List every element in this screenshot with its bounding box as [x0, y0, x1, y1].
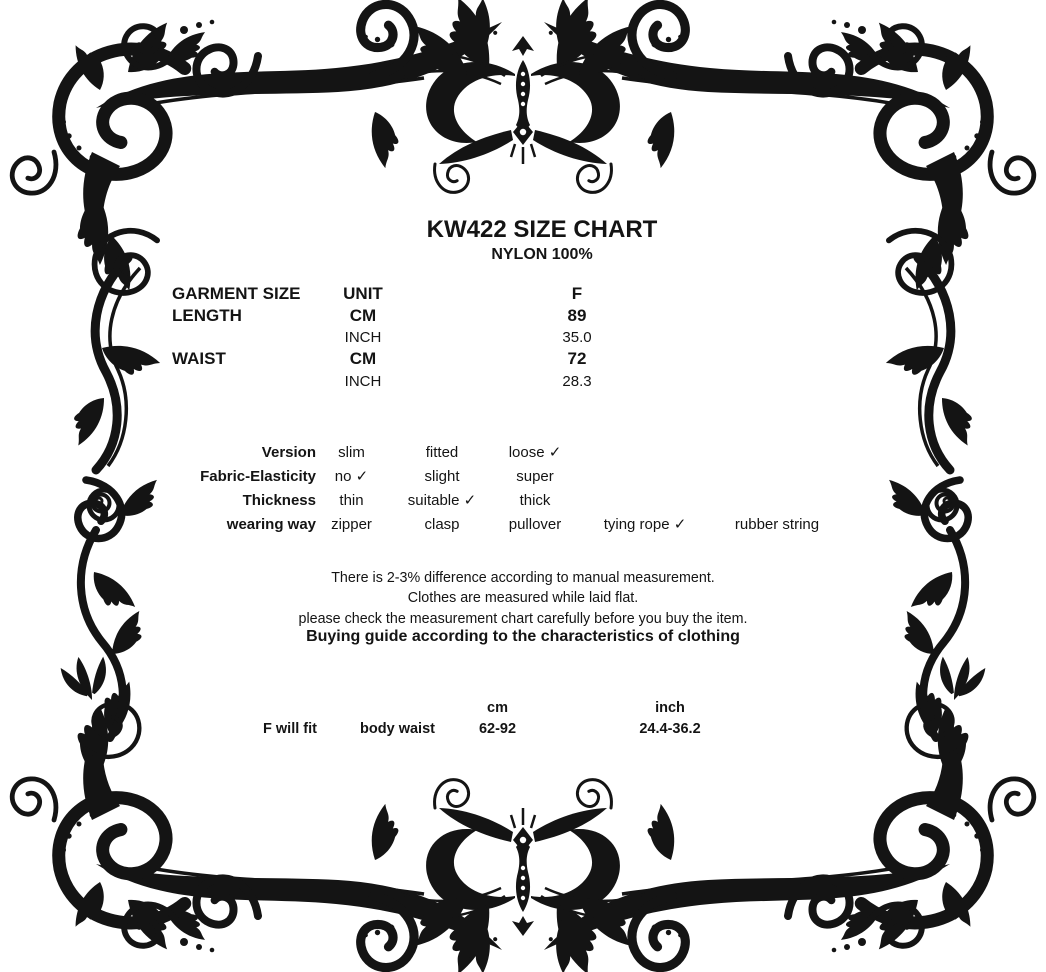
row-unit: CM [349, 349, 377, 369]
row-label: LENGTH [172, 305, 242, 325]
note-line: Clothes are measured while laid flat. [407, 590, 639, 607]
fit-header-cm: cm [487, 699, 508, 716]
row-value: 35.0 [562, 328, 592, 346]
attribute-option: fitted [425, 443, 459, 461]
attribute-option: slim [338, 443, 365, 461]
attribute-option: clasp [424, 515, 460, 533]
attribute-option: pullover [508, 515, 562, 533]
header-size-f: F [571, 283, 583, 303]
buying-guide-heading: Buying guide according to the characteristics of clothing [306, 628, 740, 645]
attribute-option: super [516, 467, 554, 485]
table-row [172, 327, 734, 349]
row-unit: CM [349, 305, 377, 325]
attribute-option-checked: no ✓ [334, 468, 369, 485]
row-unit: INCH [344, 328, 382, 346]
attribute-option: thin [339, 491, 364, 509]
row-unit: INCH [344, 372, 382, 390]
attribute-option-checked: loose ✓ [508, 444, 562, 461]
measurement-notes [143, 568, 903, 629]
row-value: 28.3 [562, 372, 592, 390]
fit-measure-label: body waist [360, 721, 435, 738]
attribute-label: Version [261, 443, 316, 461]
measurement-table [172, 283, 734, 392]
row-label: WAIST [172, 349, 226, 369]
fit-guide-table [240, 697, 800, 740]
note-line: There is 2-3% difference according to manual measurement. [331, 570, 715, 586]
fit-size-label: F will fit [263, 721, 317, 738]
attribute-row-fabric-elasticity [0, 464, 837, 488]
attribute-option: thick [519, 491, 551, 509]
attribute-label: Thickness [242, 491, 316, 509]
attributes-table [0, 440, 837, 536]
page-title: KW422 SIZE CHART [426, 216, 658, 243]
header-unit: UNIT [343, 283, 383, 303]
attribute-option: rubber string [734, 515, 820, 533]
attribute-row-thickness [0, 488, 837, 512]
attribute-option-checked: tying rope ✓ [603, 516, 687, 533]
fit-header-inch: inch [655, 699, 685, 716]
fit-cm-range: 62-92 [478, 721, 517, 738]
fabric-composition-subtitle: NYLON 100% [491, 246, 593, 263]
attribute-option: zipper [331, 515, 372, 533]
attribute-option-checked: suitable ✓ [407, 492, 477, 509]
table-row [172, 370, 734, 392]
fit-data-row [240, 719, 800, 741]
attribute-label: wearing way [226, 515, 316, 533]
row-value: 89 [567, 305, 587, 325]
table-row [172, 348, 734, 370]
measurement-header-row [172, 283, 734, 305]
note-line: please check the measurement chart carefully before you buy the item. [298, 610, 748, 627]
fit-inch-range: 24.4-36.2 [639, 721, 701, 738]
row-value: 72 [567, 349, 587, 369]
attribute-row-wearing-way [0, 512, 837, 536]
header-garment-size: GARMENT SIZE [172, 283, 301, 303]
attribute-row-version [0, 440, 837, 464]
table-row [172, 305, 734, 327]
fit-header-row [240, 697, 800, 719]
attribute-label: Fabric-Elasticity [200, 467, 316, 485]
attribute-option: slight [424, 467, 460, 485]
